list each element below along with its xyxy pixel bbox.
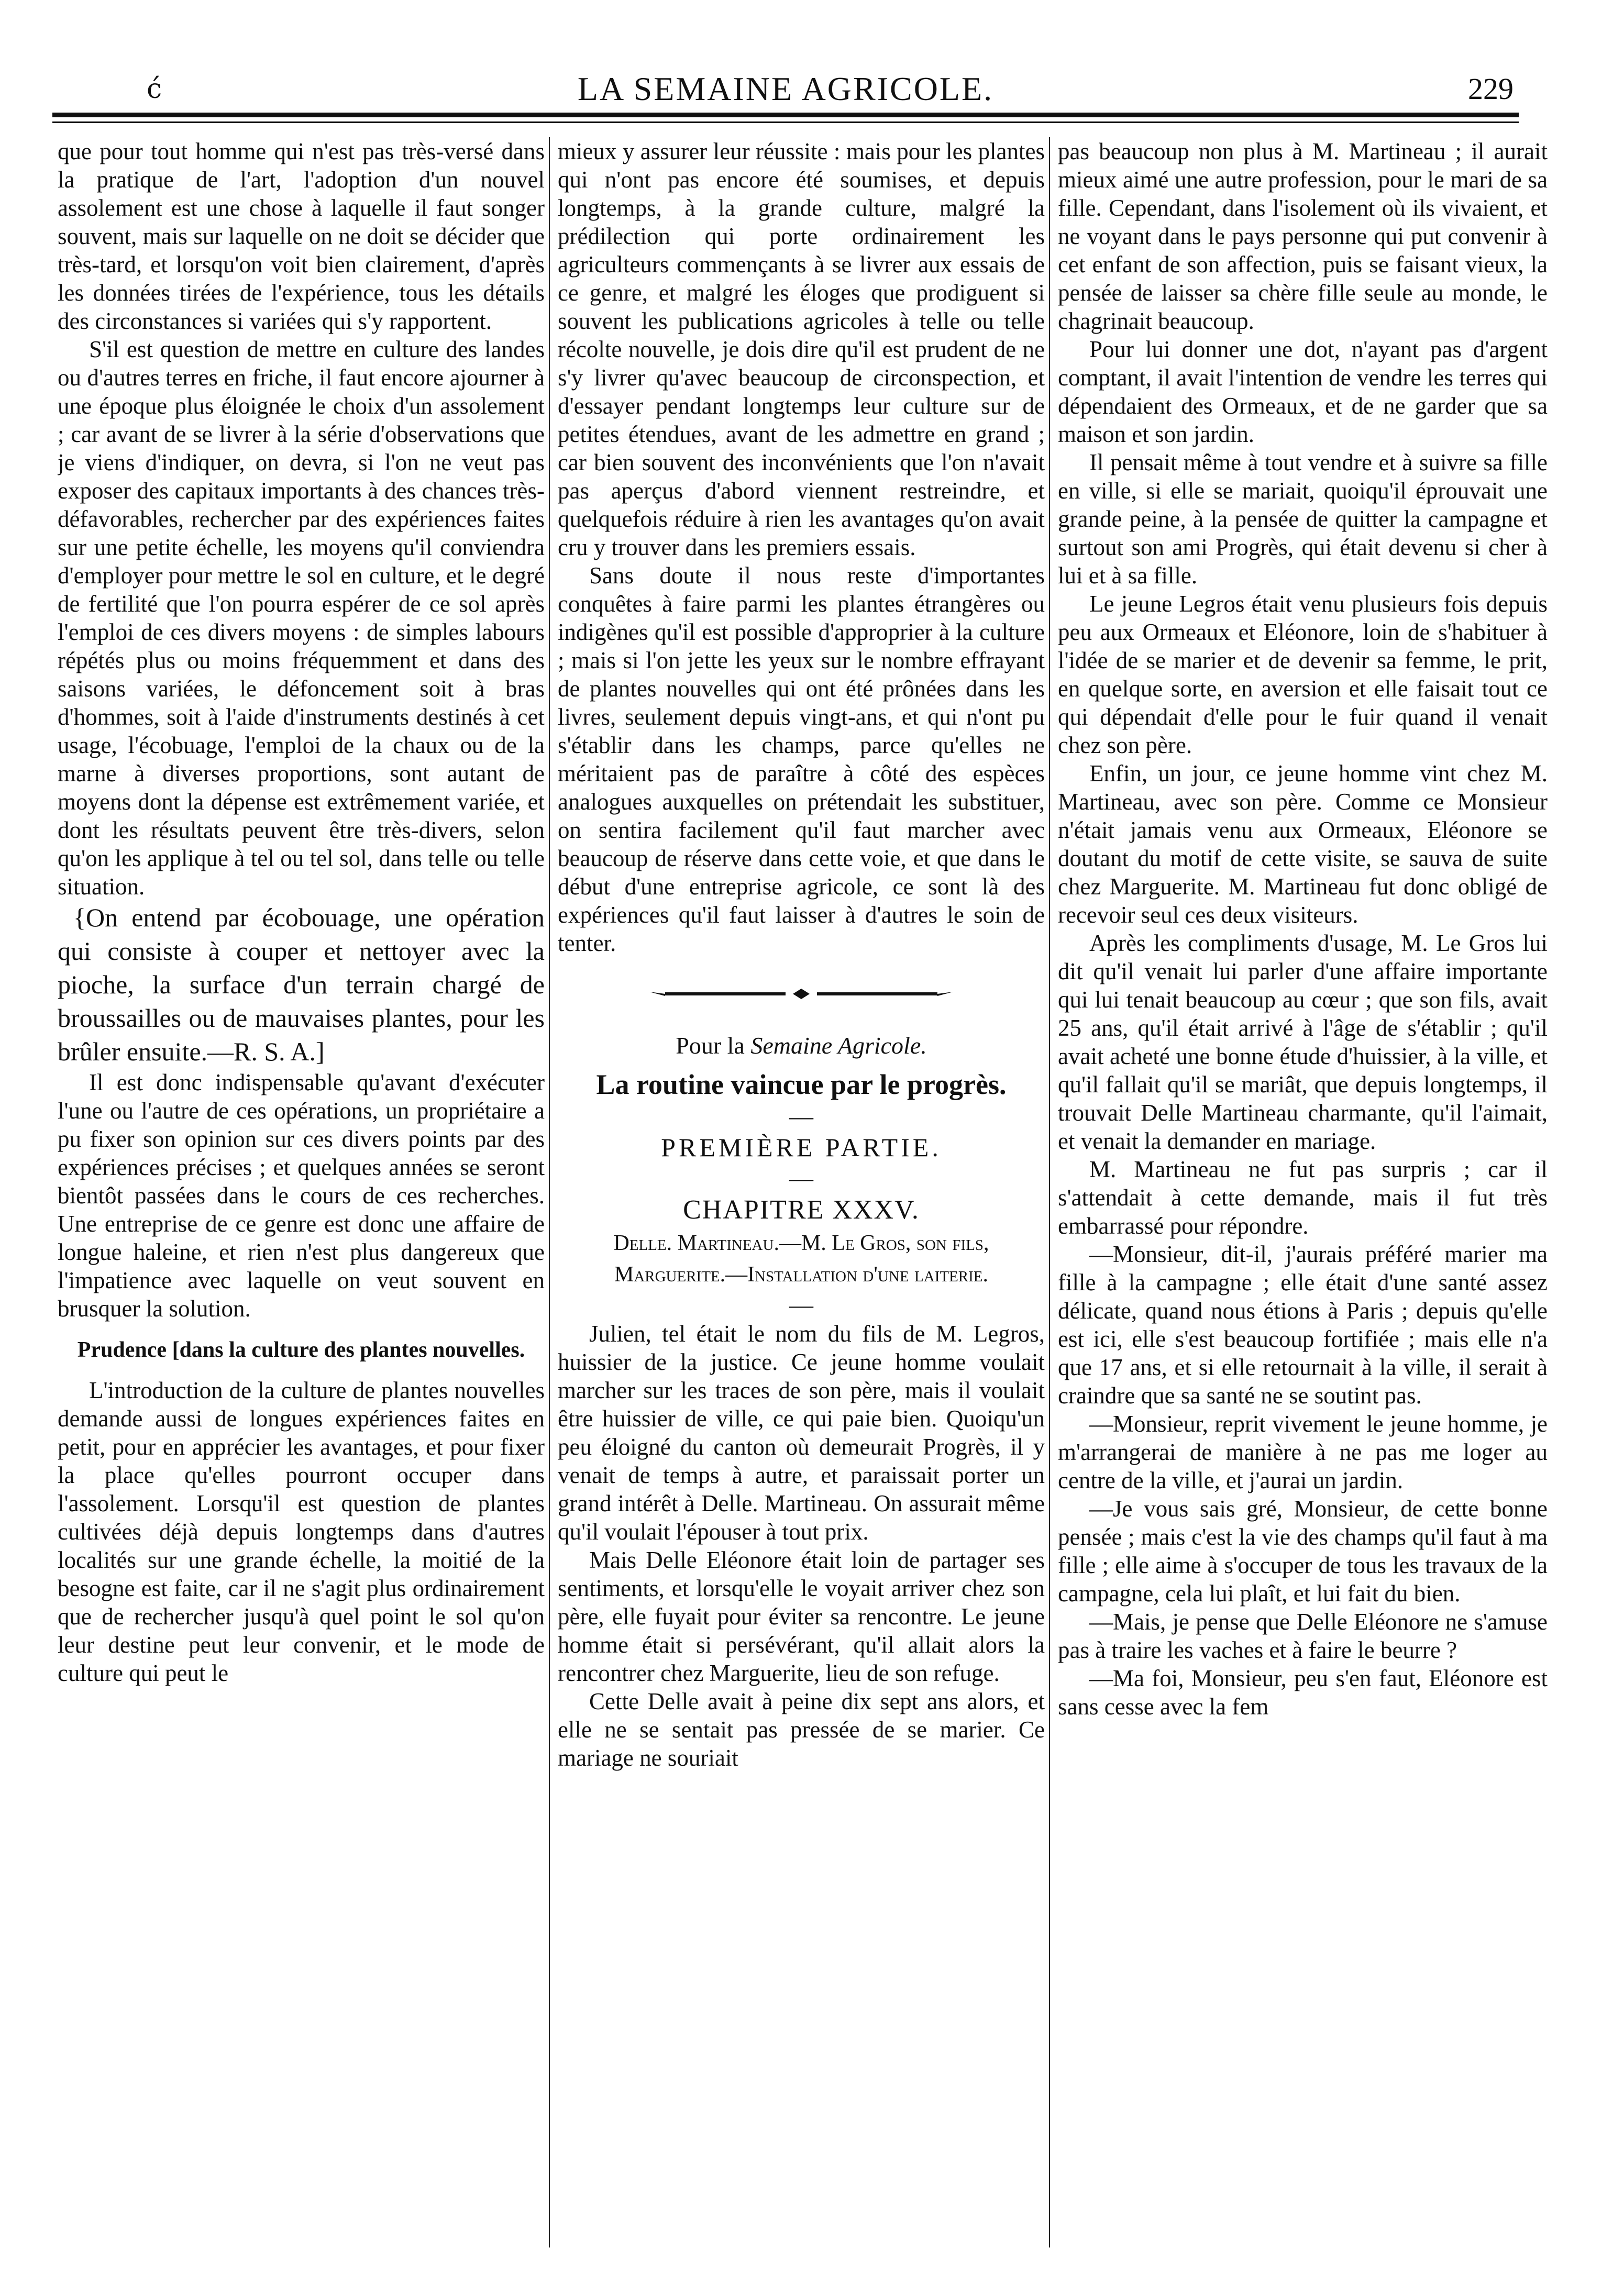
col3-paragraph-11: —Mais, je pense que Delle Eléonore ne s'amuse pas à traire les vaches et à faire le beurre ? [1058, 1609, 1548, 1663]
col3-paragraph-2: Pour lui donner une dot, n'ayant pas d'argent comptant, il avait l'intention de vendre les terres qui dépendaient des Ormeaux, et de ne garder que sa maison et son jardin. [1058, 336, 1548, 447]
col1-paragraph-3: Il est donc indispensable qu'avant d'exécuter l'une ou l'autre de ces opérations, un propriétaire a pu fixer son opinion sur ces divers points par des expériences précises ; et quelques années se seront bientôt passées dans le cours de ces recherches. Une entreprise de ce genre est donc une affaire de longue haleine, et rien n'est plus dangereux que l'impatience avec laquelle on veut souvent en brusquer la solution. [58, 1069, 545, 1322]
column-divider-1 [549, 137, 550, 2247]
story-title: La routine vaincue par le progrès. [596, 1069, 1007, 1100]
col1-paragraph-2: S'il est question de mettre en culture des landes ou d'autres terres en friche, il faut encore ajourner à une époque plus éloignée le choix d'un assolement ; car avant de se livrer à la série d'observations que je viens d'indiquer, on devra, si l'on ne veut pas exposer des capitaux importants à des chances très-défavorables, rechercher par des expériences faites sur une petite échelle, les moyens qu'il conviendra d'employer pour mettre le sol en culture, et le degré de fertilité que l'on pourra espérer de ce sol après l'emploi de ces divers moyens : de simples labours répétés plus ou moins fréquemment et dans des saisons variées, le défoncement soit à bras d'hommes, soit à l'aide d'instruments destinés à cet usage, l'écobuage, l'emploi de la chaux ou de la marne à diverses proportions, sont autant de moyens dont la dépense est extrêmement variée, et dont les résultats peuvent être très-divers, selon qu'on les applique à tel ou tel sol, dans telle ou telle situation. [58, 336, 545, 900]
col3-paragraph-7: M. Martineau ne fut pas surpris ; car il s'attendait à cette demande, mais il fut très embarrassé pour répondre. [1058, 1156, 1548, 1239]
publication-title: LA SEMAINE AGRICOLE. [577, 70, 994, 107]
printer-mark: ć [147, 73, 162, 105]
section-heading-prudence: Prudence [dans la culture des plantes nouvelles. [77, 1338, 525, 1362]
col3-paragraph-3: Il pensait même à tout vendre et à suivre sa fille en ville, si elle se mariait, quoiqu'il éprouvait une grande peine, à la pensée de quitter la campagne et surtout son ami Progrès, qui était devenu si cher à lui et à sa fille. [1058, 449, 1548, 589]
header-rule-thin [52, 121, 1519, 123]
chapter-heading: CHAPITRE XXXV. [683, 1195, 920, 1225]
column-1 [58, 137, 545, 2247]
col3-paragraph-12: —Ma foi, Monsieur, peu s'en faut, Eléonore est sans cesse avec la fem [1058, 1665, 1548, 1720]
section-ornament [558, 988, 1045, 1000]
header-rule-thick [52, 113, 1519, 117]
col1-paragraph-4: L'introduction de la culture de plantes nouvelles demande aussi de longues expériences faites en petit, pour en apprécier les avantages, et pour fixer la place qu'elles pourront occuper dans l'assolement. Lorsqu'il est question de plantes cultivées déjà depuis longtemps dans d'autres localités sur une grande échelle, la moitié de la besogne est faite, car il ne s'agit plus ordinairement que de rechercher jusqu'à quel point le sol qu'on leur destine peut leur convenir, et le mode de culture qui peut le [58, 1377, 545, 1686]
col3-paragraph-6: Après les compliments d'usage, M. Le Gros lui dit qu'il venait lui parler d'une affaire importante qui lui tenait beaucoup au cœur ; que son fils, avait 25 ans, qu'il était arrivé à l'âge de s'établir ; qu'il avait acheté une bonne étude d'huissier, à la ville, et qu'il fallait qu'il se mariât, que depuis longtemps, il trouvait Delle Martineau charmante, qu'il l'aimait, et venait la demander en mariage. [1058, 930, 1548, 1154]
story-byline [558, 1032, 1045, 1060]
masthead [52, 68, 1519, 110]
col3-paragraph-5: Enfin, un jour, ce jeune homme vint chez M. Martineau, avec son père. Comme ce Monsieur n'était jamais venu aux Ormeaux, Eléonore se doutant du motif de cette visite, se sauva de suite chez Marguerite. M. Martineau fut donc obligé de recevoir seul ces deux visiteurs. [1058, 760, 1548, 928]
col3-paragraph-1: pas beaucoup non plus à M. Martineau ; il aurait mieux aimé une autre profession, pour le mari de sa fille. Cependant, dans l'isolement où ils vivaient, et ne voyant dans le pays personne qui put convenir à cet enfant de son affection, puis se faisant vieux, la pensée de laisser sa chère fille seule au monde, le chagrinait beaucoup. [1058, 138, 1548, 334]
chapter-summary: Delle. Martineau.—M. Le Gros, son fils, Marguerite.—Installation d'une laiterie. [613, 1231, 989, 1287]
col2-paragraph-4: Mais Delle Eléonore était loin de partager ses sentiments, et lorsqu'elle le voyait arriver chez son père, elle fuyait pour éviter sa rencontre. Le jeune homme était si persévérant, qu'il allait alors la rencontrer chez Marguerite, lieu de son refuge. [558, 1547, 1045, 1686]
col3-paragraph-8: —Monsieur, dit-il, j'aurais préféré marier ma fille à la campagne ; elle était d'une santé assez délicate, quand nous étions à Paris ; depuis qu'elle est ici, elle s'est beaucoup fortifiée ; mais elle n'a que 17 ans, et si elle retournait à la ville, il serait à craindre que sa santé ne se soutint pas. [1058, 1241, 1548, 1409]
byline-prefix: Pour la [676, 1032, 751, 1059]
part-heading: PREMIÈRE PARTIE. [661, 1133, 942, 1162]
separator-dash-1: — [789, 1103, 813, 1130]
byline-journal: Semaine Agricole. [750, 1032, 927, 1059]
col1-paragraph-1: que pour tout homme qui n'est pas très-versé dans la pratique de l'art, l'adoption d'un nouvel assolement est une chose à laquelle il faut songer souvent, mais sur laquelle on ne doit se décider que très-tard, et lorsqu'on voit bien clairement, d'après les données tirées de l'expérience, tous les détails des circonstances si variées qui s'y rapportent. [58, 138, 545, 334]
column-2 [558, 137, 1045, 2247]
col3-paragraph-4: Le jeune Legros était venu plusieurs fois depuis peu aux Ormeaux et Eléonore, loin de s'habituer à l'idée de se marier et de devenir sa femme, le prit, en quelque sorte, en aversion et elle faisait tout ce qui dépendait d'elle pour le fuir quand il venait chez son père. [1058, 591, 1548, 758]
col2-paragraph-5: Cette Delle avait à peine dix sept ans alors, et elle ne se sentait pas pressée de se marier. Ce mariage ne souriait [558, 1688, 1045, 1771]
column-divider-2 [1049, 137, 1050, 2247]
col1-footnote-ecobuage: {On entend par écobouage, une opération qui consiste à couper et nettoyer avec la pioche, la surface d'un terrain chargé de broussailles ou de mauvaises plantes, pour les brûler ensuite.—R. S. A.] [58, 903, 545, 1066]
col2-paragraph-2: Sans doute il nous reste d'importantes conquêtes à faire parmi les plantes étrangères ou indigènes qu'il est possible d'approprier à la culture ; mais si l'on jette les yeux sur le nombre effrayant de plantes nouvelles qui ont été prônées dans les livres, seulement depuis vingt-ans, et qui n'ont pu s'établir dans les champs, parce qu'elles ne méritaient pas de paraître à côté des espèces analogues auxquelles on prétendait les substituer, on sentira facilement qu'il faut marcher avec beaucoup de réserve dans cette voie, et que dans le début d'une entreprise agricole, ce sont là des expériences qu'il faut laisser à d'autres le soin de tenter. [558, 562, 1045, 956]
separator-dash-3: — [789, 1291, 813, 1318]
col3-paragraph-9: —Monsieur, reprit vivement le jeune homme, je m'arrangerai de manière à ne pas me loger au centre de la ville, et j'aurai un jardin. [1058, 1411, 1548, 1493]
separator-dash-2: — [789, 1165, 813, 1191]
col2-paragraph-3: Julien, tel était le nom du fils de M. Legros, huissier de la justice. Ce jeune homme voulait marcher sur les traces de son père, mais il voulait être huissier de ville, ce qui paie bien. Quoiqu'un peu éloigné du canton où demeurait Progrès, il y venait de temps à autre, et paraissait porter un grand intérêt à Delle. Martineau. On assurait même qu'il voulait l'épouser à tout prix. [558, 1321, 1045, 1545]
col2-paragraph-1: mieux y assurer leur réussite : mais pour les plantes qui n'ont pas encore été soumises, et depuis longtemps, à la grande culture, malgré la prédilection qui porte ordinairement les agriculteurs commençants à se livrer aux essais de ce genre, et malgré les éloges que prodiguent si souvent les publications agricoles à telle ou telle récolte nouvelle, je dois dire qu'il est prudent de ne s'y livrer qu'avec beaucoup de circonspection, et d'essayer pendant longtemps leur culture sur de petites étendues, avant de les admettre en grand ; car bien souvent des inconvénients que l'on n'avait pas aperçus d'abord viennent restreindre, et quelquefois réduire à rien les avantages qu'on avait cru y trouver dans les premiers essais. [558, 138, 1045, 560]
page-number: 229 [1468, 72, 1513, 106]
column-3 [1058, 137, 1548, 2247]
ornament-rule [644, 988, 958, 1000]
col3-paragraph-10: —Je vous sais gré, Monsieur, de cette bonne pensée ; mais c'est la vie des champs qu'il faut à ma fille ; elle aime à s'occuper de tous les travaux de la campagne, cela lui plaît, et lui fait du bien. [1058, 1496, 1548, 1607]
